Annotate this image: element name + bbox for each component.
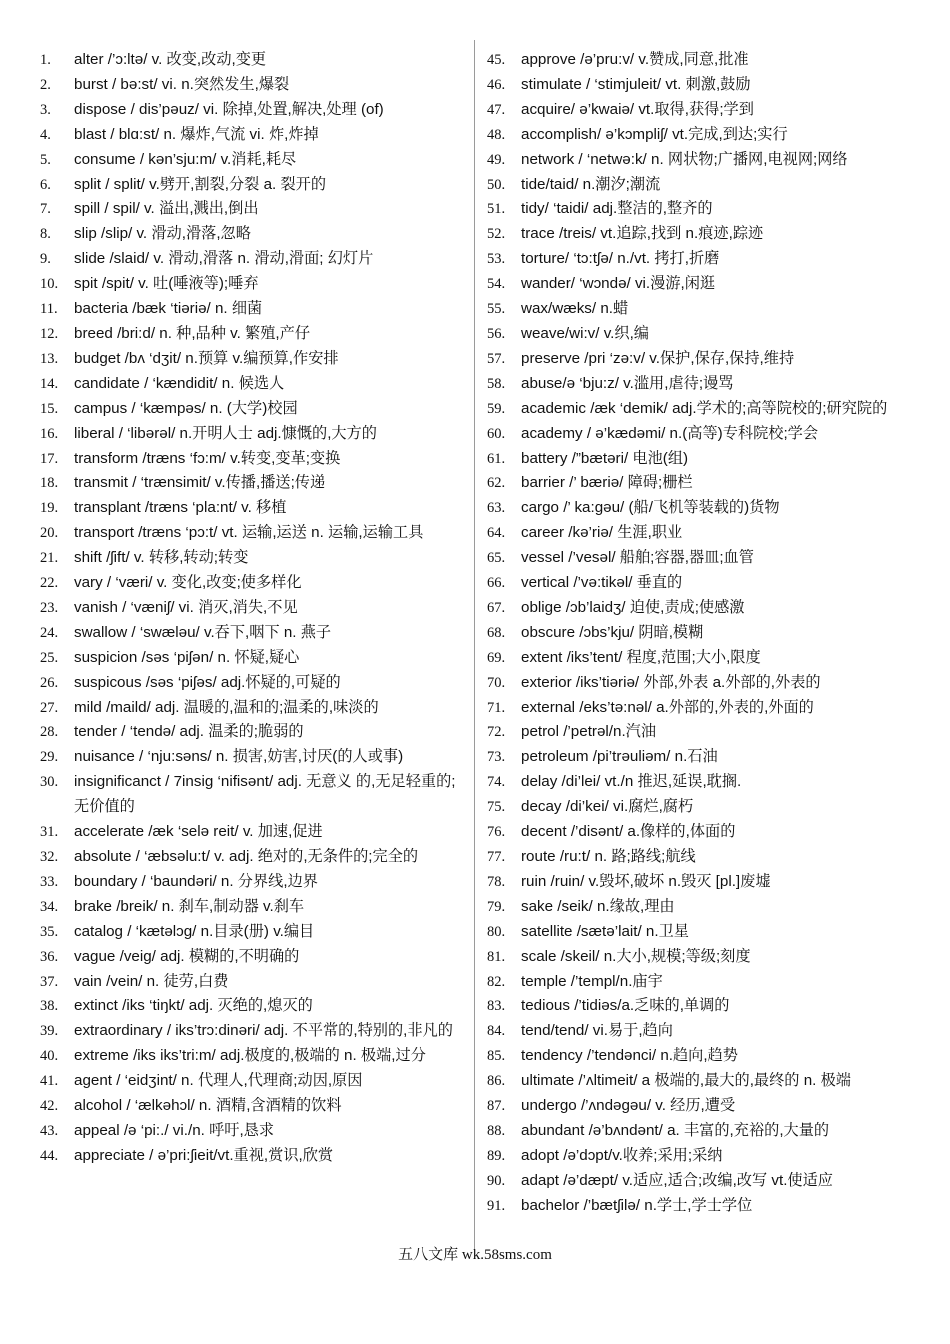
vocab-entry xyxy=(487,372,912,397)
vocab-entry xyxy=(40,696,466,721)
entry-text: wander/ ‘wɔndə/ vi.漫游,闲逛 xyxy=(521,275,716,293)
entry-text: swallow / ‘swæləu/ v.吞下,咽下 n. 燕子 xyxy=(74,623,332,641)
vocab-entry xyxy=(487,994,912,1019)
entry-text: stimulate / ‘stimjuleit/ vt. 刺激,鼓励 xyxy=(521,75,751,93)
entry-number: 48. xyxy=(487,126,506,143)
vocab-entry xyxy=(487,1119,912,1144)
entry-number: 9. xyxy=(40,251,51,268)
entry-text: appreciate / ə’pri:ʃieit/vt.重视,赏识,欣赏 xyxy=(74,1146,334,1164)
entry-text: weave/wi:v/ v.织,编 xyxy=(521,324,649,342)
vocab-entry xyxy=(487,745,912,770)
vocab-entry xyxy=(40,521,466,546)
entry-text: mild /maild/ adj. 温暖的,温和的;温柔的,味淡的 xyxy=(74,698,379,716)
vocab-entry xyxy=(487,596,912,621)
vocab-entry xyxy=(40,1144,466,1169)
entry-number: 46. xyxy=(487,76,506,93)
vocab-entry xyxy=(40,621,466,646)
entry-number: 63. xyxy=(487,500,506,517)
vocab-entry xyxy=(487,173,912,198)
vocab-entry xyxy=(487,770,912,795)
entry-number: 74. xyxy=(487,774,506,791)
entry-text: decay /di’kei/ vi.腐烂,腐朽 xyxy=(521,798,694,816)
vocab-entry xyxy=(487,496,912,521)
entry-number: 34. xyxy=(40,898,59,915)
entry-number: 56. xyxy=(487,325,506,342)
entry-number: 79. xyxy=(487,898,506,915)
entry-number: 59. xyxy=(487,400,506,417)
vocab-entry xyxy=(40,1094,466,1119)
entry-number: 13. xyxy=(40,350,59,367)
entry-number: 67. xyxy=(487,599,506,616)
entry-number: 18. xyxy=(40,475,59,492)
vocab-entry xyxy=(487,870,912,895)
vocab-entry xyxy=(487,123,912,148)
vocab-entry xyxy=(40,596,466,621)
entry-text: academic /æk ‘demik/ adj.学术的;高等院校的;研究院的 xyxy=(521,399,888,417)
vocab-entry xyxy=(40,720,466,745)
entry-number: 80. xyxy=(487,923,506,940)
entry-number: 5. xyxy=(40,151,51,168)
vocab-entry xyxy=(487,621,912,646)
entry-number: 2. xyxy=(40,76,51,93)
vocab-entry xyxy=(487,471,912,496)
vocab-entry xyxy=(487,422,912,447)
entry-number: 91. xyxy=(487,1197,506,1214)
vocab-entry xyxy=(40,247,466,272)
entry-text: spill / spil/ v. 溢出,溅出,倒出 xyxy=(74,200,259,218)
vocab-entry xyxy=(40,970,466,995)
entry-number: 90. xyxy=(487,1172,506,1189)
entry-number: 30. xyxy=(40,774,59,791)
entry-number: 51. xyxy=(487,201,506,218)
entry-number: 37. xyxy=(40,973,59,990)
right-column xyxy=(487,48,912,1219)
entry-number: 82. xyxy=(487,973,506,990)
entry-text: breed /bri:d/ n. 种,品种 v. 繁殖,产仔 xyxy=(74,324,311,342)
vocab-entry xyxy=(487,1094,912,1119)
entry-text: acquire/ ə’kwaiə/ vt.取得,获得;学到 xyxy=(521,100,754,118)
entry-text: suspicous /səs ‘piʃəs/ adj.怀疑的,可疑的 xyxy=(74,673,341,691)
entry-number: 32. xyxy=(40,849,59,865)
entry-text: adapt /ə’dæpt/ v.适应,适合;改编,改写 vt.使适应 xyxy=(521,1171,833,1189)
vocab-entry xyxy=(40,123,466,148)
entry-text: torture/ ‘tɔ:tʃə/ n./vt. 拷打,折磨 xyxy=(521,250,720,268)
entry-number: 78. xyxy=(487,873,506,890)
entry-number: 53. xyxy=(487,251,506,268)
entry-text: extreme /iks iks’tri:m/ adj.极度的,极端的 n. 极端,过分 xyxy=(74,1047,426,1065)
vocab-entry xyxy=(40,994,466,1019)
entry-number: 69. xyxy=(487,649,506,666)
entry-text: abuse/ə ‘bju:z/ v.滥用,虐待;谩骂 xyxy=(521,374,734,392)
entry-text: oblige /ɔb’laidʒ/ 迫使,责成;使感激 xyxy=(521,598,745,616)
entry-number: 81. xyxy=(487,948,506,965)
vocab-entry xyxy=(40,471,466,496)
entry-number: 39. xyxy=(40,1023,59,1040)
entry-text: abundant /ə’bʌndənt/ a. 丰富的,充裕的,大量的 xyxy=(521,1121,830,1139)
entry-number: 25. xyxy=(40,649,59,666)
vocab-entry xyxy=(40,197,466,222)
vocab-entry xyxy=(40,945,466,970)
entry-text: vessel /’vesəl/ 船舶;容器,器皿;血管 xyxy=(521,549,754,567)
entry-text: cargo /’ ka:gəu/ (船/飞机等装载的)货物 xyxy=(521,499,780,517)
entry-number: 65. xyxy=(487,550,506,567)
vocab-entry xyxy=(487,1169,912,1194)
vocab-entry xyxy=(40,98,466,123)
entry-text: extinct /iks ‘tiŋkt/ adj. 灭绝的,熄灭的 xyxy=(74,997,313,1015)
entry-text: tend/tend/ vi.易于,趋向 xyxy=(521,1022,673,1040)
entry-number: 11. xyxy=(40,301,58,318)
entry-text: bacteria /bæk ‘tiəriə/ n. 细菌 xyxy=(74,300,263,318)
entry-number: 71. xyxy=(487,699,506,716)
entry-text: trace /treis/ vt.追踪,找到 n.痕迹,踪迹 xyxy=(521,225,764,243)
entry-text: vary / ‘væri/ v. 变化,改变;使多样化 xyxy=(74,574,302,592)
vocab-entry xyxy=(487,148,912,173)
vocab-entry xyxy=(40,920,466,945)
entry-text: extent /iks’tent/ 程度,范围;大小,限度 xyxy=(521,648,761,666)
entry-text: alter /’ɔ:ltə/ v. 改变,改动,变更 xyxy=(74,51,267,68)
entry-number: 10. xyxy=(40,276,59,293)
vocab-entry xyxy=(487,720,912,745)
vocab-entry xyxy=(487,197,912,222)
vocab-entry xyxy=(487,1019,912,1044)
vocab-entry xyxy=(487,98,912,123)
entry-number: 70. xyxy=(487,674,506,691)
entry-text: boundary / ‘baundəri/ n. 分界线,边界 xyxy=(74,872,318,890)
entry-number: 68. xyxy=(487,624,506,641)
entry-number: 3. xyxy=(40,101,51,118)
vocab-entry xyxy=(40,1044,466,1069)
entry-text: extraordinary / iks’trɔ:dinəri/ adj. 不平常的,特别的,非凡的 xyxy=(74,1022,453,1040)
entry-number: 19. xyxy=(40,500,59,517)
vocab-entry xyxy=(487,521,912,546)
entry-text: liberal / ‘libərəl/ n.开明人士 adj.慷慨的,大方的 xyxy=(74,424,377,442)
entry-number: 21. xyxy=(40,550,59,567)
vocab-entry xyxy=(40,347,466,372)
entry-text: network / ‘netwə:k/ n. 网状物;广播网,电视网;网络 xyxy=(521,150,848,168)
vocab-entry xyxy=(487,1144,912,1169)
entry-text: vague /veig/ adj. 模糊的,不明确的 xyxy=(74,947,300,965)
column-divider xyxy=(474,40,475,1250)
entry-text: external /eks’tə:nəl/ a.外部的,外表的,外面的 xyxy=(521,698,814,716)
entry-number: 44. xyxy=(40,1147,59,1164)
entry-number: 49. xyxy=(487,151,506,168)
entry-number: 4. xyxy=(40,126,51,143)
vocab-entry xyxy=(40,222,466,247)
entry-number: 17. xyxy=(40,450,59,467)
vocab-entry xyxy=(40,870,466,895)
vocab-entry xyxy=(487,222,912,247)
vocab-entry xyxy=(487,845,912,870)
entry-text: accelerate /æk ‘selə reit/ v. 加速,促进 xyxy=(74,823,323,841)
entry-text: tidy/ ‘taidi/ adj.整洁的,整齐的 xyxy=(521,200,713,218)
entry-number: 42. xyxy=(40,1098,59,1115)
entry-number: 85. xyxy=(487,1048,506,1065)
vocab-entry xyxy=(487,546,912,571)
entry-text: exterior /iks’tiəriə/ 外部,外表 a.外部的,外表的 xyxy=(521,673,821,691)
vocab-entry xyxy=(40,820,466,845)
entry-text: transplant /træns ‘pla:nt/ v. 移植 xyxy=(74,499,287,517)
entry-text: delay /di’lei/ vt./n 推迟,延误,耽搁. xyxy=(521,773,742,791)
entry-number: 66. xyxy=(487,575,506,592)
vocab-entry xyxy=(487,671,912,696)
vocab-entry xyxy=(487,945,912,970)
entry-text: tender / ‘tendə/ adj. 温柔的;脆弱的 xyxy=(74,723,304,741)
entry-number: 64. xyxy=(487,525,506,542)
vocab-entry xyxy=(487,347,912,372)
entry-number: 6. xyxy=(40,176,51,193)
entry-text: consume / kən’sju:m/ v.消耗,耗尽 xyxy=(74,150,297,168)
entry-number: 45. xyxy=(487,52,506,68)
entry-number: 84. xyxy=(487,1023,506,1040)
vocab-entry xyxy=(487,970,912,995)
entry-text: vertical /’və:tikəl/ 垂直的 xyxy=(521,574,683,592)
vocab-entry xyxy=(487,48,912,73)
entry-text: route /ru:t/ n. 路;路线;航线 xyxy=(521,848,696,865)
vocab-entry xyxy=(487,272,912,297)
entry-text: academy / ə’kædəmi/ n.(高等)专科院校;学会 xyxy=(521,424,819,442)
entry-text: burst / bə:st/ vi. n.突然发生,爆裂 xyxy=(74,75,290,93)
entry-text: petrol /’petrəl/n.汽油 xyxy=(521,723,657,741)
vocab-entry xyxy=(40,322,466,347)
entry-text: slip /slip/ v. 滑动,滑落,忽略 xyxy=(74,225,251,243)
entry-number: 29. xyxy=(40,749,59,766)
vocab-entry xyxy=(40,646,466,671)
entry-text: transmit / ‘trænsimit/ v.传播,播送;传递 xyxy=(74,474,326,492)
vocab-entry xyxy=(40,745,466,770)
entry-number: 7. xyxy=(40,201,51,218)
vocab-entry xyxy=(487,920,912,945)
entry-number: 75. xyxy=(487,799,506,816)
vocab-entry xyxy=(487,397,912,422)
entry-number: 31. xyxy=(40,824,59,841)
entry-text: dispose / dis’pəuz/ vi. 除掉,处置,解决,处理 (of) xyxy=(74,100,384,118)
entry-text: tide/taid/ n.潮汐;潮流 xyxy=(521,175,661,193)
entry-text: appeal /ə ‘pi:./ vi./n. 呼吁,恳求 xyxy=(74,1121,275,1139)
entry-number: 41. xyxy=(40,1073,59,1090)
entry-number: 47. xyxy=(487,101,506,118)
entry-number: 27. xyxy=(40,699,59,716)
vocab-entry xyxy=(40,496,466,521)
entry-text: shift /ʃift/ v. 转移,转动;转变 xyxy=(74,549,249,567)
vocab-entry xyxy=(40,1119,466,1144)
entry-number: 38. xyxy=(40,998,59,1015)
entry-number: 23. xyxy=(40,599,59,616)
entry-number: 62. xyxy=(487,475,506,492)
entry-number: 73. xyxy=(487,749,506,766)
entry-number: 22. xyxy=(40,575,59,592)
entry-number: 55. xyxy=(487,301,506,318)
vocab-entry xyxy=(40,297,466,322)
entry-number: 89. xyxy=(487,1147,506,1164)
entry-number: 43. xyxy=(40,1122,59,1139)
entry-text: adopt /ə’dɔpt/v.收养;采用;采纳 xyxy=(521,1146,723,1164)
vocab-entry xyxy=(487,1044,912,1069)
entry-number: 14. xyxy=(40,375,59,392)
vocab-entry xyxy=(487,646,912,671)
entry-text: transform /træns ‘fɔ:m/ v.转变,变革;变换 xyxy=(74,449,341,467)
vocab-entry xyxy=(40,1069,466,1094)
page-footer: 五八文库 wk.58sms.com xyxy=(398,1247,552,1263)
vocab-entry xyxy=(40,372,466,397)
entry-number: 61. xyxy=(487,450,506,467)
entry-text: satellite /sætə’lait/ n.卫星 xyxy=(521,922,689,940)
entry-text: battery /”bætəri/ 电池(组) xyxy=(521,449,689,467)
entry-text: obscure /ɔbs’kju/ 阴暗,模糊 xyxy=(521,623,704,641)
vocab-entry xyxy=(40,422,466,447)
entry-text: spit /spit/ v. 吐(唾液等);唾弃 xyxy=(74,275,259,293)
entry-number: 40. xyxy=(40,1048,59,1065)
entry-number: 35. xyxy=(40,923,59,940)
entry-number: 15. xyxy=(40,400,59,417)
entry-number: 52. xyxy=(487,226,506,243)
vocab-entry xyxy=(487,1069,912,1094)
entry-number: 28. xyxy=(40,724,59,741)
entry-text: approve /ə’pru:v/ v.赞成,同意,批准 xyxy=(521,51,749,68)
entry-number: 86. xyxy=(487,1073,506,1090)
entry-text: ruin /ruin/ v.毁坏,破坏 n.毁灭 [pl.]废墟 xyxy=(521,872,771,890)
entry-number: 83. xyxy=(487,998,506,1015)
entry-text: petroleum /pi’trəuliəm/ n.石油 xyxy=(521,748,718,766)
entry-number: 24. xyxy=(40,624,59,641)
vocab-entry xyxy=(487,73,912,98)
entry-number: 58. xyxy=(487,375,506,392)
entry-text: undergo /’ʌndəgəu/ v. 经历,遭受 xyxy=(521,1097,736,1115)
vocab-entry xyxy=(40,447,466,472)
entry-number: 1. xyxy=(40,52,51,68)
entry-text: insignificanct / 7insig ‘nifisənt/ adj. 无意义 的,无足轻重的;无价值的 xyxy=(74,773,456,816)
entry-number: 26. xyxy=(40,674,59,691)
vocab-entry xyxy=(40,173,466,198)
vocab-entry xyxy=(40,1019,466,1044)
entry-number: 88. xyxy=(487,1122,506,1139)
vocab-entry xyxy=(487,297,912,322)
entry-number: 60. xyxy=(487,425,506,442)
vocab-entry xyxy=(487,895,912,920)
entry-text: scale /skeil/ n.大小,规模;等级;刻度 xyxy=(521,947,751,965)
entry-text: blast / blɑ:st/ n. 爆炸,气流 vi. 炸,炸掉 xyxy=(74,125,319,143)
entry-text: budget /bʌ ‘dʒit/ n.预算 v.编预算,作安排 xyxy=(74,349,339,367)
entry-text: agent / ‘eidʒint/ n. 代理人,代理商;动因,原因 xyxy=(74,1072,363,1090)
entry-number: 20. xyxy=(40,525,59,542)
entry-number: 57. xyxy=(487,350,506,367)
entry-text: ultimate /’ʌltimeit/ a 极端的,最大的,最终的 n. 极端 xyxy=(521,1072,851,1090)
entry-text: candidate / ‘kændidit/ n. 候选人 xyxy=(74,374,285,392)
entry-text: barrier /’ bæriə/ 障碍;栅栏 xyxy=(521,474,693,492)
vocab-entry xyxy=(40,571,466,596)
entry-text: temple /’templ/n.庙宇 xyxy=(521,972,663,990)
entry-text: suspicion /səs ‘piʃən/ n. 怀疑,疑心 xyxy=(74,648,300,666)
entry-number: 76. xyxy=(487,824,506,841)
entry-text: tendency /’tendənci/ n.趋向,趋势 xyxy=(521,1047,738,1065)
vocab-entry xyxy=(40,397,466,422)
vocab-entry xyxy=(40,546,466,571)
vocab-entry xyxy=(487,571,912,596)
vocab-entry xyxy=(487,1194,912,1219)
vocab-entry xyxy=(487,247,912,272)
left-column xyxy=(40,48,466,1169)
entry-number: 50. xyxy=(487,176,506,193)
vocab-entry xyxy=(487,820,912,845)
entry-text: nuisance / ‘nju:səns/ n. 损害,妨害,讨厌(的人或事) xyxy=(74,748,404,766)
entry-text: decent /’disənt/ a.像样的,体面的 xyxy=(521,823,736,841)
vocab-entry xyxy=(40,895,466,920)
vocab-entry xyxy=(40,148,466,173)
entry-text: absolute / ‘æbsəlu:t/ v. adj. 绝对的,无条件的;完全的 xyxy=(74,848,419,865)
entry-number: 16. xyxy=(40,425,59,442)
entry-text: bachelor /’bætʃilə/ n.学士,学士学位 xyxy=(521,1196,753,1214)
entry-number: 77. xyxy=(487,849,506,865)
entry-text: wax/wæks/ n.蜡 xyxy=(521,300,629,318)
entry-text: transport /træns ‘pɔ:t/ vt. 运输,运送 n. 运输,运输工具 xyxy=(74,524,424,542)
vocab-entry xyxy=(40,73,466,98)
entry-text: preserve /pri ‘zə:v/ v.保护,保存,保持,维持 xyxy=(521,349,795,367)
entry-number: 8. xyxy=(40,226,51,243)
vocab-entry xyxy=(40,272,466,297)
entry-number: 54. xyxy=(487,276,506,293)
entry-text: catalog / ‘kætəlɔg/ n.目录(册) v.编目 xyxy=(74,922,315,940)
vocab-entry xyxy=(487,322,912,347)
entry-text: alcohol / ‘ælkəhɔl/ n. 酒精,含酒精的饮料 xyxy=(74,1097,342,1115)
entry-text: vain /vein/ n. 徒劳,白费 xyxy=(74,972,229,990)
entry-text: brake /breik/ n. 刹车,制动器 v.刹车 xyxy=(74,897,305,915)
entry-text: campus / ‘kæmpəs/ n. (大学)校园 xyxy=(74,399,298,417)
vocab-entry xyxy=(487,447,912,472)
entry-text: split / split/ v.劈开,割裂,分裂 a. 裂开的 xyxy=(74,175,327,193)
entry-text: vanish / ‘væniʃ/ vi. 消灭,消失,不见 xyxy=(74,598,298,616)
entry-text: career /kə’riə/ 生涯,职业 xyxy=(521,524,683,542)
vocab-entry xyxy=(487,696,912,721)
entry-number: 72. xyxy=(487,724,506,741)
vocab-entry xyxy=(40,845,466,870)
entry-number: 36. xyxy=(40,948,59,965)
entry-number: 12. xyxy=(40,325,59,342)
vocab-entry xyxy=(40,770,466,820)
entry-number: 33. xyxy=(40,873,59,890)
vocab-entry xyxy=(487,795,912,820)
vocab-entry xyxy=(40,671,466,696)
entry-text: sake /seik/ n.缘故,理由 xyxy=(521,897,675,915)
entry-text: slide /slaid/ v. 滑动,滑落 n. 滑动,滑面; 幻灯片 xyxy=(74,250,374,268)
vocab-entry xyxy=(40,48,466,73)
entry-number: 87. xyxy=(487,1098,506,1115)
entry-text: accomplish/ ə’kɔmpliʃ/ vt.完成,到达;实行 xyxy=(521,125,788,143)
entry-text: tedious /’tidiəs/a.乏味的,单调的 xyxy=(521,997,730,1015)
